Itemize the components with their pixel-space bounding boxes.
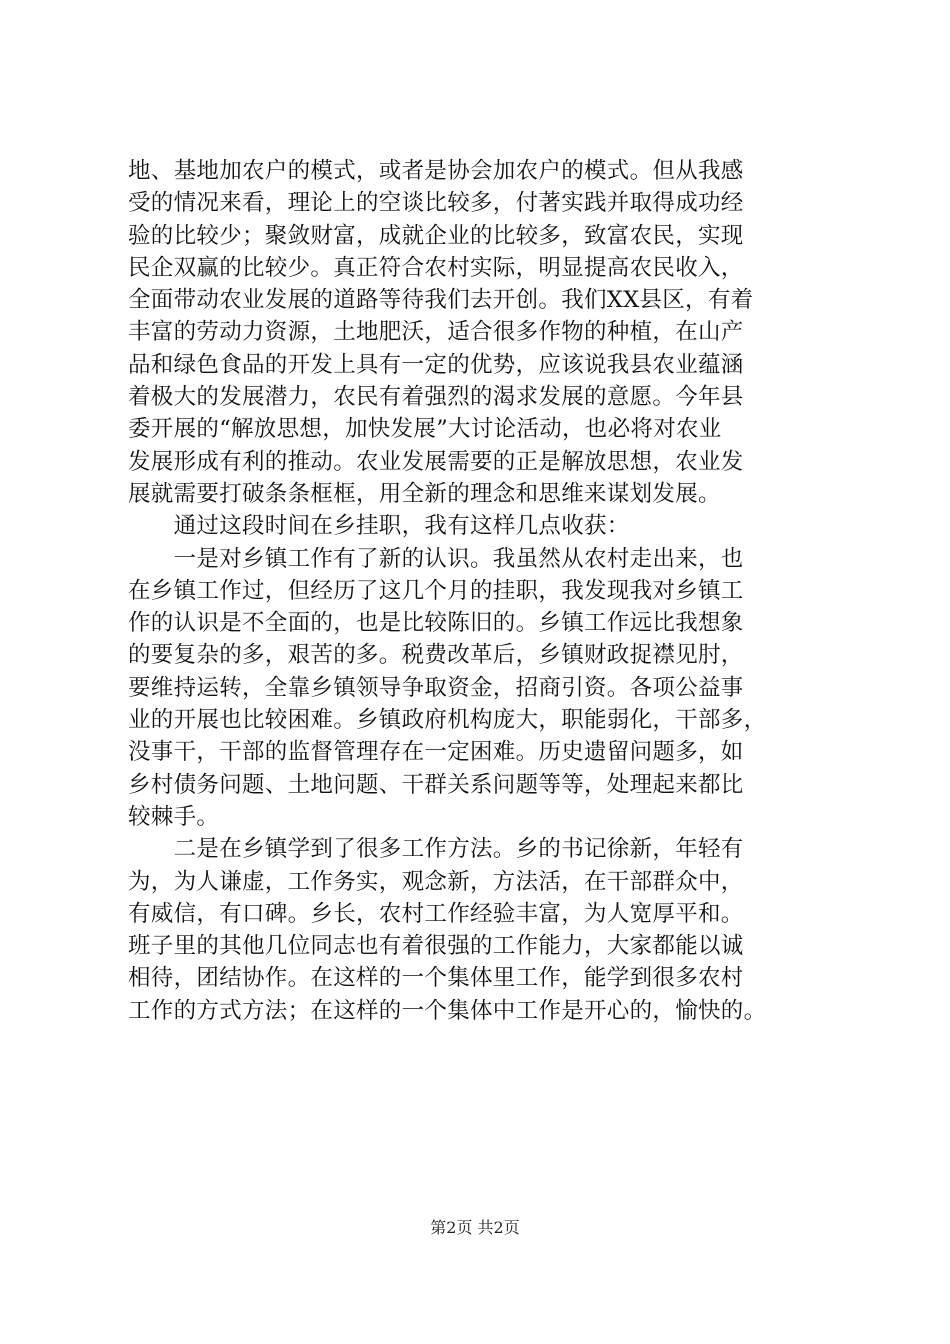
- text-line: 全面带动农业发展的道路等待我们去开创。我们XX县区，有着: [128, 287, 754, 314]
- text-line: 验的比较少；聚敛财富，成就企业的比较多，致富农民，实现: [128, 222, 744, 249]
- text-line: 一是对乡镇工作有了新的认识。我虽然从农村走出来，也: [128, 545, 744, 572]
- text-line: 的要复杂的多，艰苦的多。税费改革后，乡镇财政捉襟见肘，: [128, 642, 744, 669]
- text-line: 业的开展也比较困难。乡镇政府机构庞大，职能弱化，干部多，: [128, 707, 767, 734]
- text-line: 相待，团结协作。在这样的一个集体里工作，能学到很多农村: [128, 965, 744, 992]
- text-line: 二是在乡镇学到了很多工作方法。乡的书记徐新，年轻有: [128, 836, 744, 863]
- text-line: 展就需要打破条条框框，用全新的理念和思维来谋划发展。: [128, 480, 721, 507]
- text-line: 乡村债务问题、土地问题、干群关系问题等等，处理起来都比: [128, 771, 744, 798]
- text-line: 委开展的“解放思想，加快发展”大讨论活动，也必将对农业: [128, 416, 722, 443]
- document-body: [128, 155, 840, 1027]
- page-number: 第2页 共2页: [430, 1218, 520, 1237]
- text-line: 较棘手。: [128, 803, 220, 830]
- text-line: 在乡镇工作过，但经历了这几个月的挂职，我发现我对乡镇工: [128, 577, 744, 604]
- text-line: 班子里的其他几位同志也有着很强的工作能力，大家都能以诚: [128, 933, 744, 960]
- text-line: 工作的方式方法；在这样的一个集体中工作是开心的，愉快的。: [128, 997, 767, 1024]
- text-line: 有威信，有口碑。乡长，农村工作经验丰富，为人宽厚平和。: [128, 900, 744, 927]
- text-line: 作的认识是不全面的，也是比较陈旧的。乡镇工作远比我想象: [128, 610, 744, 637]
- text-line: 发展形成有利的推动。农业发展需要的正是解放思想，农业发: [128, 448, 744, 475]
- text-line: 为，为人谦虚，工作务实，观念新，方法活，在干部群众中，: [128, 868, 744, 895]
- text-line: 地、基地加农户的模式，或者是协会加农户的模式。但从我感: [128, 158, 744, 184]
- text-line: 民企双赢的比较少。真正符合农村实际，明显提高农民收入，: [128, 254, 744, 281]
- text-line: 丰富的劳动力资源，土地肥沃，适合很多作物的种植，在山产: [128, 319, 744, 346]
- text-line: 通过这段时间在乡挂职，我有这样几点收获：: [128, 513, 630, 540]
- page-footer: [0, 1218, 950, 1238]
- text-line: 着极大的发展潜力，农民有着强烈的渴求发展的意愿。今年县: [128, 384, 744, 411]
- text-line: 受的情况来看，理论上的空谈比较多，付著实践并取得成功经: [128, 190, 744, 217]
- text-line: 没事干，干部的监督管理存在一定困难。历史遗留问题多，如: [128, 739, 744, 766]
- text-line: 品和绿色食品的开发上具有一定的优势，应该说我县农业蕴涵: [128, 351, 744, 378]
- text-line: 要维持运转，全靠乡镇领导争取资金，招商引资。各项公益事: [128, 674, 744, 701]
